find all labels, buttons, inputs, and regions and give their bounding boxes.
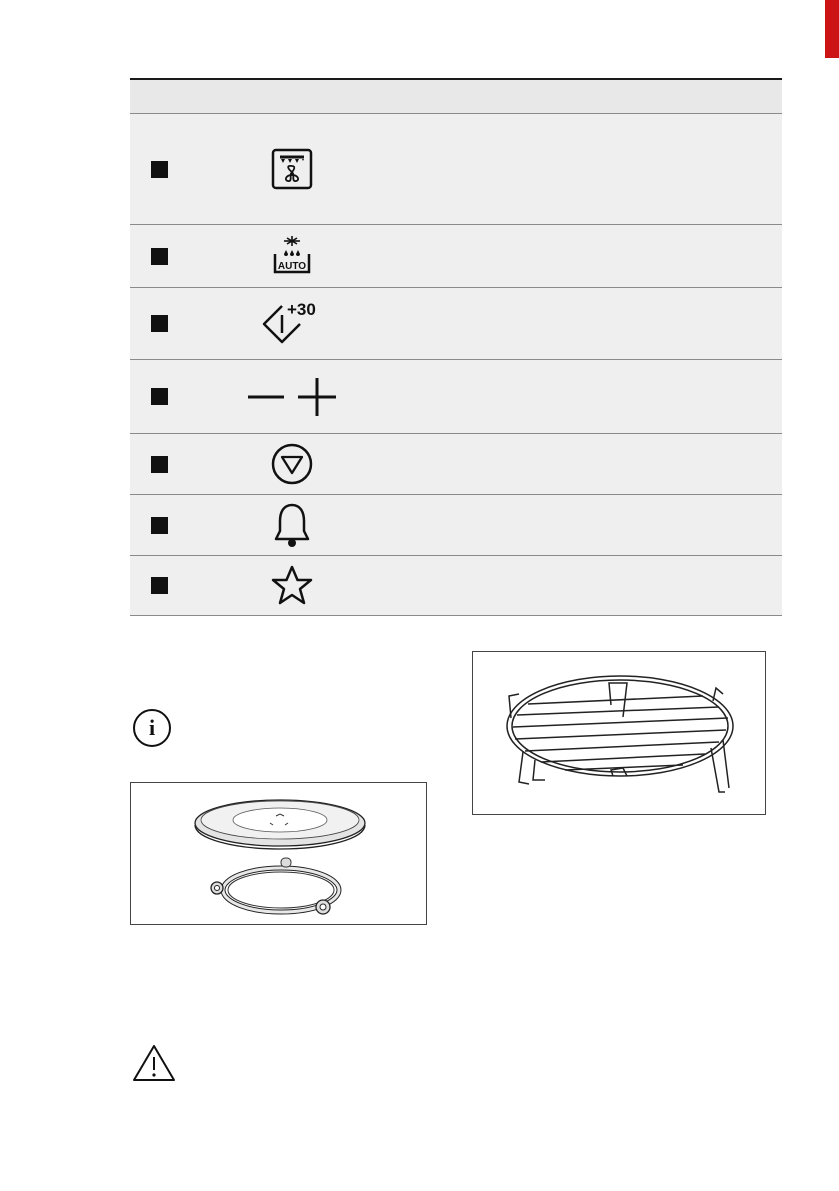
- bell-icon: [230, 495, 354, 555]
- stop-circle-icon: [230, 434, 354, 494]
- row-bullet: [151, 248, 168, 265]
- plus30-icon-text: +30: [287, 299, 316, 319]
- table-row: [130, 114, 782, 225]
- table-row: [130, 434, 782, 495]
- info-icon-text: i: [148, 715, 156, 740]
- minus-plus-icon: [230, 360, 354, 433]
- row-bullet: [151, 517, 168, 534]
- table-row: [130, 360, 782, 434]
- auto-icon-text: AUTO: [277, 261, 307, 272]
- page-edge-marker: [825, 0, 839, 58]
- row-bullet: [151, 388, 168, 405]
- grill-rack-figure: [472, 651, 766, 815]
- table-row: [130, 225, 782, 288]
- row-bullet: [151, 456, 168, 473]
- auto-defrost-icon: [230, 225, 354, 287]
- info-icon: [131, 707, 173, 754]
- row-bullet: [151, 161, 168, 178]
- warning-triangle-icon: [131, 1043, 177, 1088]
- turntable-figure: [130, 782, 427, 925]
- table-row: [130, 495, 782, 556]
- row-bullet: [151, 577, 168, 594]
- plus-30-start-icon: [230, 288, 354, 359]
- function-table: [130, 78, 782, 616]
- oven-fan-icon: [230, 114, 354, 224]
- row-bullet: [151, 315, 168, 332]
- table-row: [130, 288, 782, 360]
- star-icon: [230, 556, 354, 615]
- table-row: [130, 556, 782, 616]
- table-header: [130, 80, 782, 114]
